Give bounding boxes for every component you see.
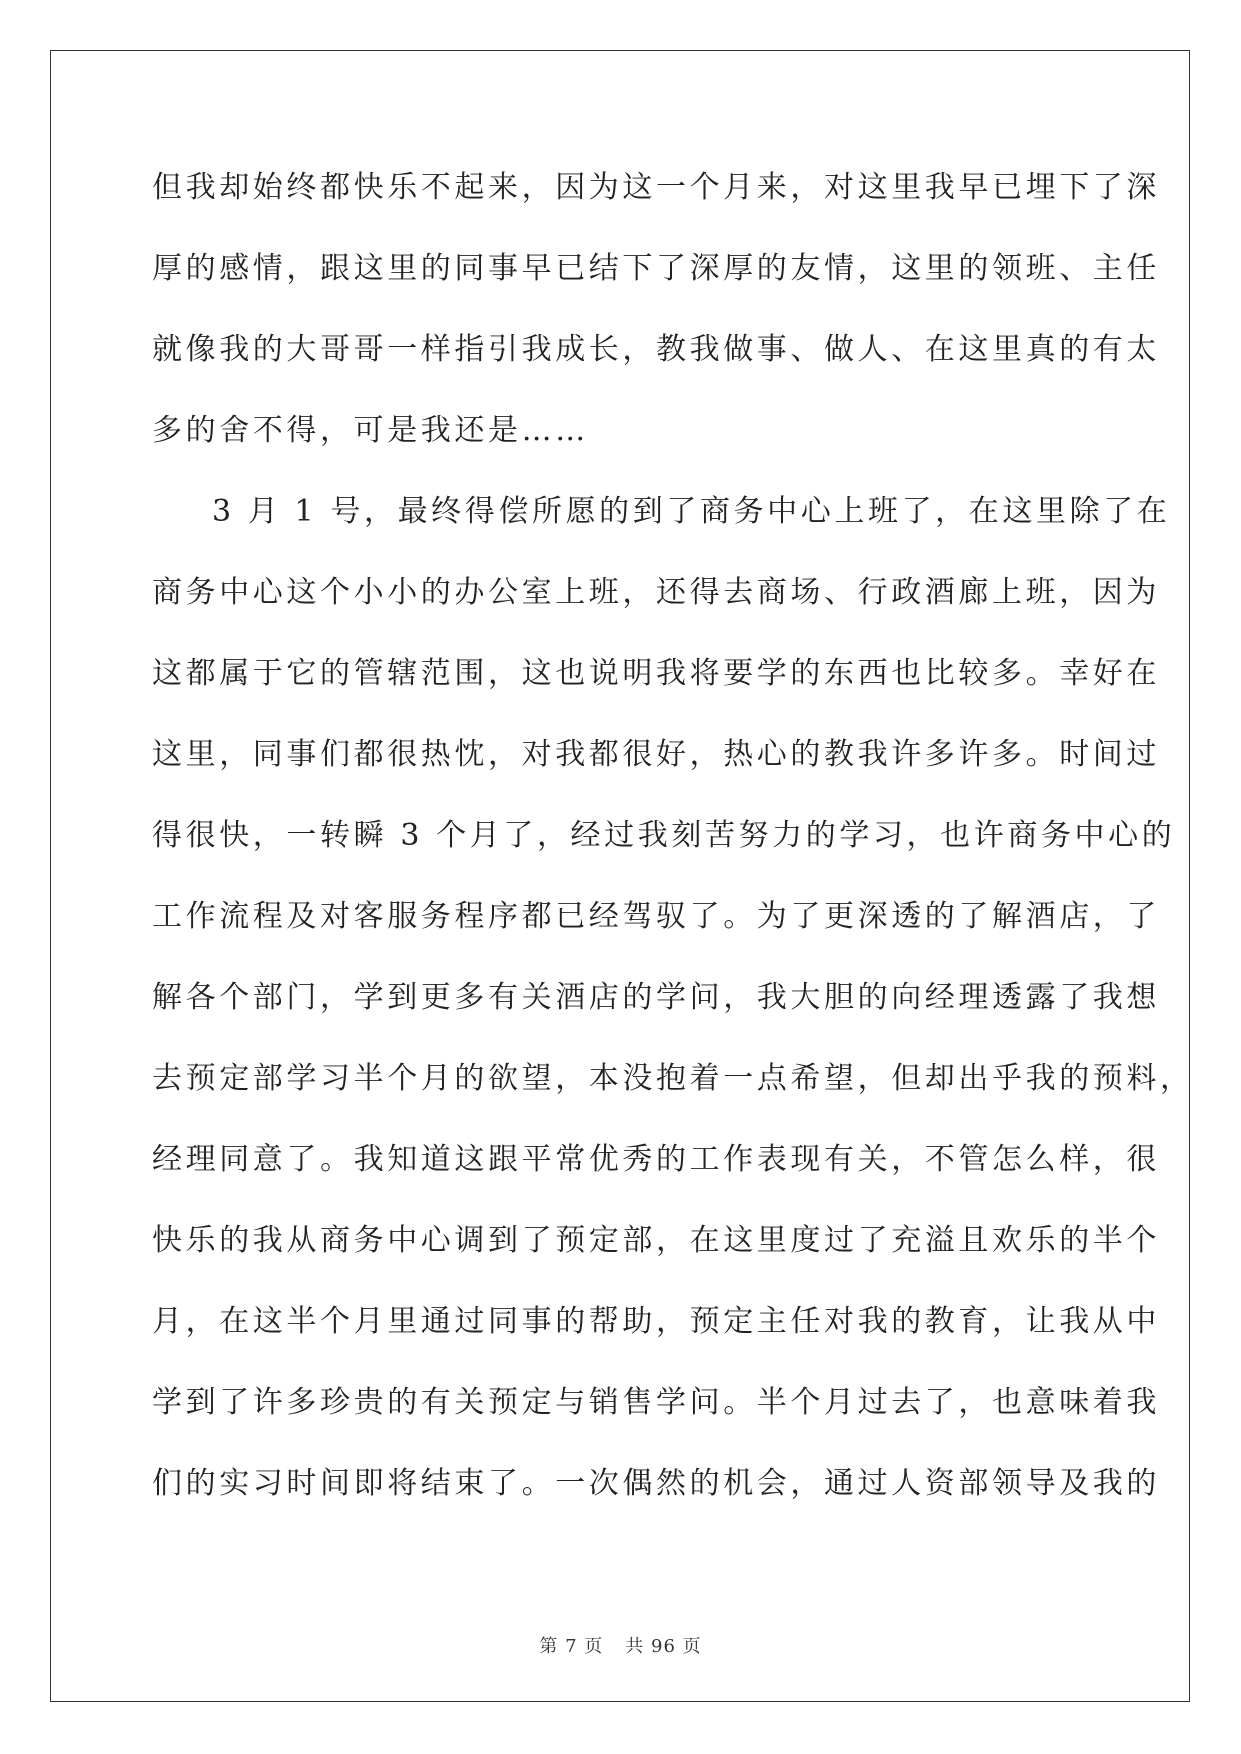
text-line: 得很快，一转瞬 3 个月了，经过我刻苦努力的学习，也许商务中心的 xyxy=(152,818,1176,853)
text-line: 学到了许多珍贵的有关预定与销售学问。半个月过去了，也意味着我 xyxy=(152,1385,1160,1420)
text-line: 月，在这半个月里通过同事的帮助，预定主任对我的教育，让我从中 xyxy=(152,1304,1160,1339)
text-line: 解各个部门，学到更多有关酒店的学问，我大胆的向经理透露了我想 xyxy=(152,980,1160,1015)
text-line: 商务中心这个小小的办公室上班，还得去商场、行政酒廊上班，因为 xyxy=(152,575,1160,610)
text-line: 3 月 1 号，最终得偿所愿的到了商务中心上班了，在这里除了在 xyxy=(212,494,1171,529)
page-number: 第 7 页 xyxy=(539,1636,604,1657)
text-line: 但我却始终都快乐不起来，因为这一个月来，对这里我早已埋下了深 xyxy=(152,170,1160,205)
text-line: 工作流程及对客服务程序都已经驾驭了。为了更深透的了解酒店，了 xyxy=(152,899,1160,934)
text-line: 们的实习时间即将结束了。一次偶然的机会，通过人资部领导及我的 xyxy=(152,1466,1160,1501)
document-body xyxy=(152,158,1194,1535)
text-line: 经理同意了。我知道这跟平常优秀的工作表现有关，不管怎么样，很 xyxy=(152,1142,1160,1177)
text-line: 快乐的我从商务中心调到了预定部，在这里度过了充溢且欢乐的半个 xyxy=(152,1223,1160,1258)
text-line: 多的舍不得，可是我还是…… xyxy=(152,413,589,448)
page-footer xyxy=(0,1632,1241,1658)
text-line: 去预定部学习半个月的欲望，本没抱着一点希望，但却出乎我的预料， xyxy=(152,1061,1194,1096)
text-line: 就像我的大哥哥一样指引我成长，教我做事、做人、在这里真的有太 xyxy=(152,332,1160,367)
text-line: 这都属于它的管辖范围，这也说明我将要学的东西也比较多。幸好在 xyxy=(152,656,1160,691)
text-line: 这里，同事们都很热忱，对我都很好，热心的教我许多许多。时间过 xyxy=(152,737,1160,772)
total-pages: 共 96 页 xyxy=(625,1636,702,1657)
text-line: 厚的感情，跟这里的同事早已结下了深厚的友情，这里的领班、主任 xyxy=(152,251,1160,286)
